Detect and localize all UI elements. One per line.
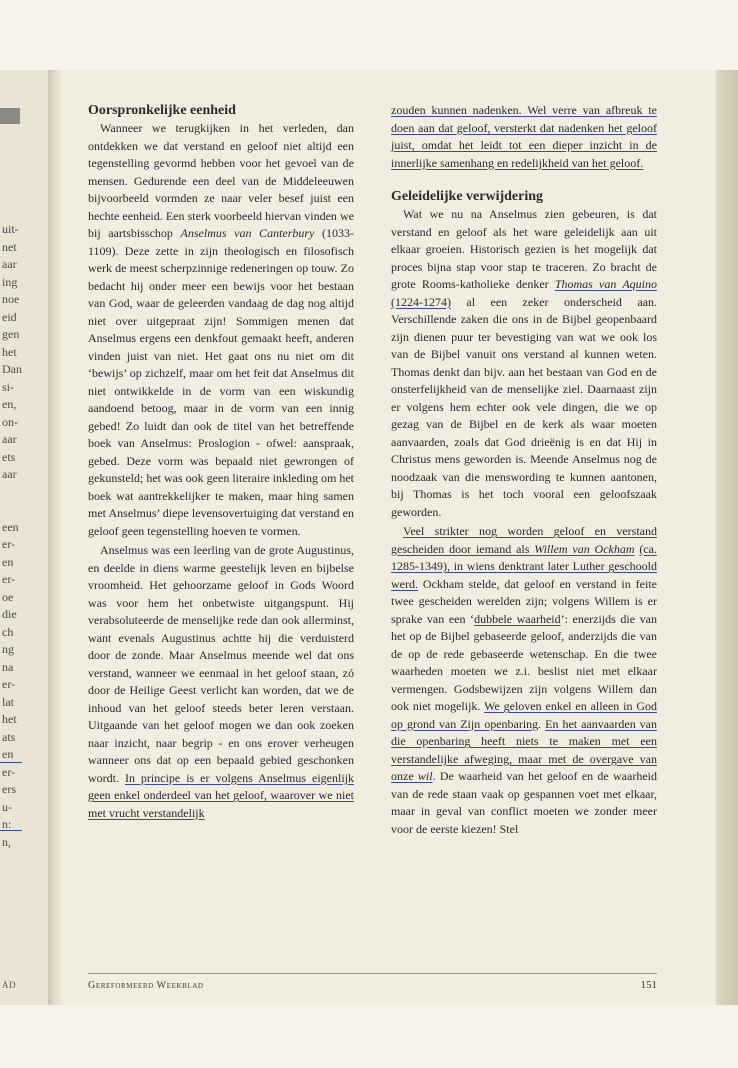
previous-page-text-fragment: ats <box>2 729 16 744</box>
person-name: Willem van Ockham <box>534 541 635 556</box>
underlined-text: (ca. 1285-1349), in wiens denktrant later Luther geschoold werd. <box>391 541 657 591</box>
previous-page-text-fragment: er- <box>2 537 16 551</box>
paragraph <box>391 206 657 521</box>
paragraph <box>88 542 354 822</box>
previous-page-text-fragment: on- <box>2 414 18 429</box>
column-left <box>88 102 354 822</box>
previous-page-gray-block <box>0 108 20 124</box>
previous-page-edge <box>0 70 48 1005</box>
paragraph-text: . <box>538 716 546 731</box>
previous-page-text-fragment: aar <box>2 467 17 481</box>
previous-page-text-fragment: eid <box>2 309 17 324</box>
page-footer <box>88 973 657 991</box>
underlined-text: In principe is er volgens Anselmus eigenlijk geen enkel onderdeel van het geloof, waarover we niet met vrucht verstandelijk <box>88 770 355 820</box>
previous-page-text-fragment: lat <box>2 694 14 709</box>
previous-page-text-fragment: ets <box>2 449 16 464</box>
previous-page-text-fragment: die <box>2 607 17 621</box>
previous-page-text-fragment: oe <box>2 589 14 604</box>
page-number: 151 <box>640 979 657 991</box>
previous-page-text-fragment: u- <box>2 799 12 814</box>
paragraph-text: Wanneer we terugkijken in het verleden, dan ontdekken we dat verstand en geloof niet altijd een tegenstelling gevormd hebben voor het gevoel van de mensen. Gedurende een deel van de Middeleeuwen bijvoorbeeld vormden ze naar veler besef juist een hechte eenheid. Een sterk voorbeeld hiervan vinden we bij aartsbisschop <box>88 121 354 240</box>
page <box>62 70 716 1005</box>
person-name: Thomas van Aquino <box>554 277 657 291</box>
underlined-text: (1224-1274) <box>391 294 451 309</box>
section-heading: Oorspronkelijke eenheid <box>88 103 236 118</box>
paragraph-text: . De waarheid van het geloof en de waarheid van de rede staan vaak op gespannen voet met elkaar, maar in geval van conflict moeten we zonder meer voor de eerste kiezen! Stel <box>391 769 657 836</box>
underlined-text: zouden kunnen nadenken. Wel verre van afbreuk te doen aan dat geloof, versterkt dat nadenken het geloof juist, omdat het leidt tot een dieper inzicht in de innerlijke samenhang en redelijkheid van het geloof. <box>391 103 657 170</box>
previous-page-text-fragment: ng <box>2 642 14 656</box>
section-heading: Geleidelijke verwijdering <box>391 189 544 204</box>
previous-page-text-fragment: aar <box>2 257 17 271</box>
previous-page-text-fragment: en <box>2 554 14 569</box>
underlined-text: We geloven enkel en alleen in God op grond van Zijn openbaring <box>391 699 657 731</box>
previous-page-text-fragment: en <box>2 747 14 761</box>
previous-page-text-fragment: er- <box>2 764 16 779</box>
paragraph-text: Anselmus was een leerling van de grote Augustinus, en deelde in diens warme geestelijk leven en bijbelse vroomheid. Het gehoorzame geloof in Gods Woord was voor hem het onbetwiste uitgangspunt. Hij verabsoluteerde de menselijke rede dan ook allerminst, want evenals Augustinus achtte hij die verduisterd door de zonde. Maar Anselmus meende wel dat ons verstand, wanneer we eenmaal in het geloof staan, zó door de Heilige Geest verlicht kan worden, dat we de inhoud van het geloof steeds beter leren verstaan. Uitgaande van het geloof mogen we dan ook zoeken naar inzicht, naar begrip - en ons erover verheugen wanneer ons dat op een bepaald gebied geschonken wordt. <box>88 543 354 785</box>
previous-page-text-fragment: si- <box>2 379 14 394</box>
previous-page-text-fragment: uit- <box>2 222 19 236</box>
book-gutter <box>48 70 62 1005</box>
paragraph <box>391 102 657 172</box>
previous-page-text-fragment: net <box>2 239 17 254</box>
page-edge-right <box>716 70 738 1005</box>
paragraph <box>391 523 657 838</box>
column-right <box>391 102 657 838</box>
previous-page-text-fragment: het <box>2 344 17 359</box>
publication-title: Gereformeerd Weekblad <box>88 980 204 991</box>
paragraph <box>88 120 354 540</box>
previous-page-text-fragment: na <box>2 659 14 674</box>
previous-page-text-fragment: aar <box>2 432 17 446</box>
underlined-text: wil <box>417 769 433 783</box>
paragraph-text: Wat we nu na Anselmus zien gebeuren, is dat verstand en geloof als het ware geleidelijk aan uit elkaar groeien. Historisch gezien is het mogelijk dat proces bijna stap voor stap te traceren. Zo bracht de grote Rooms-katholieke denker <box>391 207 657 291</box>
underlined-text: En het aanvaarden van die openbaring heeft niets te maken met een verstandelijke afweging, maar met de overgave van onze <box>391 716 657 783</box>
scan-background-bottom <box>0 1005 738 1068</box>
previous-page-text-fragment: ch <box>2 624 14 639</box>
previous-page-text-fragment: ing <box>2 274 18 289</box>
previous-page-text-fragment: een <box>2 519 19 534</box>
previous-page-text-fragment: n, <box>2 834 11 849</box>
previous-page-footer: AD <box>2 980 16 990</box>
paragraph-text: Ockham stelde, dat geloof en verstand in feite twee gescheiden werelden zijn; volgens Willem is er sprake van een ‘ <box>391 576 657 626</box>
previous-page-text-fragment: het <box>2 712 17 726</box>
previous-page-text-fragment: Dan <box>2 362 22 376</box>
paragraph-text: al een zeker onderscheid aan. Verschillende zaken die ons in de Bijbel geopenbaard zijn dienen puur ter bevestiging van wat we ook los van de Bijbel vanuit ons verstand al kunnen weten. Thomas denkt dan bijv. aan het bestaan van God en de onsterfelijkheid van de menselijke ziel. Daarnaast zijn er volgens hem echter ook vele dingen, die we op gezag van de Bijbel en de kerk als waar moeten aanvaarden, zoals dat God drieënig is en dat Hij in Christus mens geworden is. Meende Anselmus nog de noodzaak van die menswording te kunnen aantonen, bij Thomas is het toch vooral een geloofszaak geworden. <box>391 294 657 519</box>
previous-page-text-fragment: ers <box>2 782 16 796</box>
previous-page-underline <box>0 762 22 763</box>
previous-page-text-fragment: er- <box>2 677 16 691</box>
previous-page-text-fragment: en, <box>2 397 17 411</box>
previous-page-text-fragment: gen <box>2 327 20 341</box>
previous-page-text-fragment: n: <box>2 817 12 831</box>
person-name: Anselmus van Canterbury <box>180 226 315 240</box>
paragraph-text: (1033-1109). Deze zette in zijn theologisch en filosofisch werk de meest scherpzinnige redeneringen op touw. Zo bedacht hij onder meer een bewijs voor het bestaan van God, waar de geleerden vandaag de dag nog altijd niet over uitgepraat zijn! Sommigen menen dat Anselmus ergens een denkfout gemaakt heeft, anderen vinden juist van niet. Het gaat ons nu niet om dit ‘bewijs’ op zichzelf, maar om het feit dat Anselmus dit niet ontwikkelde in de vorm van een wiskundig aandoend betoog, maar in de vorm van een innig gebed! Zo luidt dan ook de titel van het betreffende boek van Anselmus: Proslogion - ofwel: aanspraak, gebed. Deze vorm was bepaald niet gewrongen of gekunsteld; het was ook geen literaire inkleding om het boek wat aantrekkelijker te maken, maar hing samen met Anselmus’ diepe levensovertuiging dat verstand en geloof geen tegenstelling hoeven te vormen. <box>88 226 354 538</box>
paragraph-text: ’: enerzijds die van het op de Bijbel gebaseerde geloof, anderzijds die van de op de rede gebaseerde wetenschap. En die twee waarheden moeten we z.i. beslist niet met elkaar vermengen. Godsbewijzen zijn volgens Willem dan ook niet mogelijk. <box>391 611 657 713</box>
previous-page-text-fragment: noe <box>2 292 20 306</box>
underlined-text: dubbele waarheid <box>474 611 561 626</box>
previous-page-text-fragment: er- <box>2 572 16 586</box>
underlined-text: Veel strikter nog worden geloof en verstand gescheiden door iemand als <box>391 524 657 556</box>
scan-background-top <box>0 0 738 70</box>
